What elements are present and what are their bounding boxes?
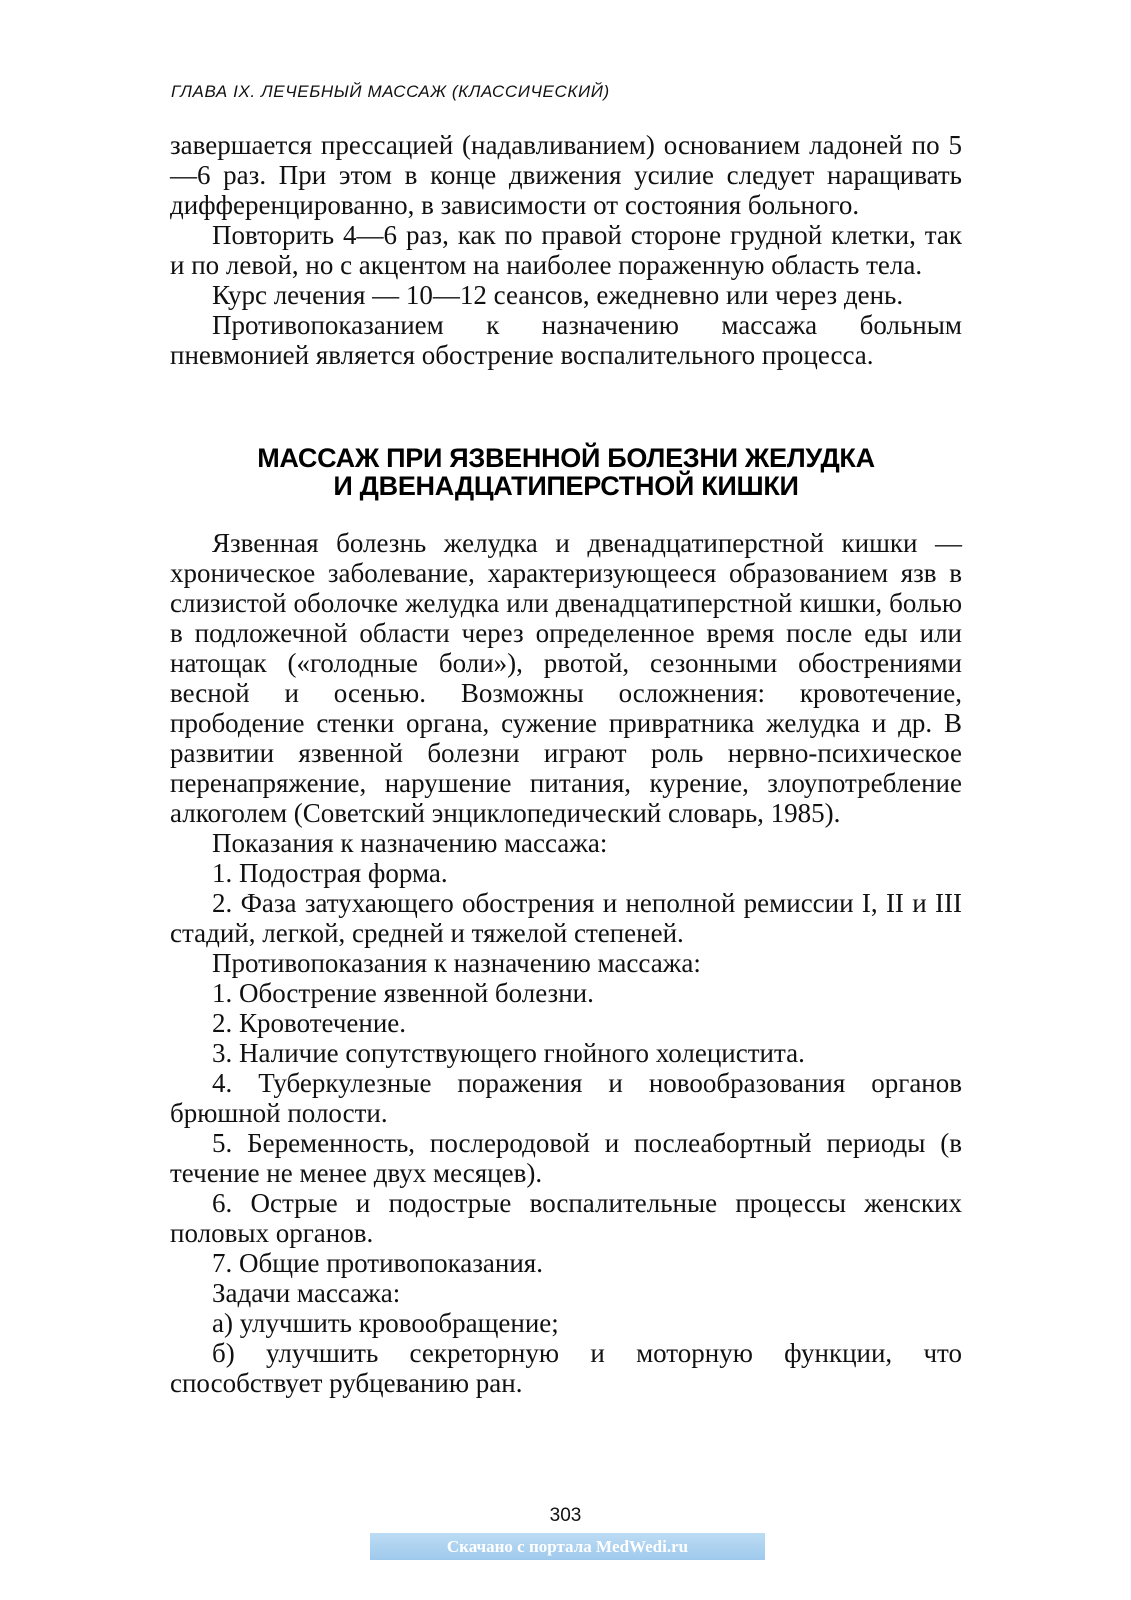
contraindications-item: 7. Общие противопоказания. — [212, 1248, 543, 1278]
contraindications-item: 1. Обострение язвенной болезни. — [212, 978, 594, 1008]
contraindications-item: 4. Туберкулезные поражения и новообразования органов брюшной полости. — [170, 1068, 962, 1128]
paragraph: завершается прессацией (надавливанием) основанием ладоней по 5—6 раз. При этом в конце движения усилие следует наращивать дифференцированно, в зависимости от состояния больного. — [170, 130, 962, 220]
contraindications-item: 2. Кровотечение. — [212, 1008, 407, 1038]
running-head: ГЛАВА IX. ЛЕЧЕБНЫЙ МАССАЖ (КЛАССИЧЕСКИЙ) — [171, 82, 610, 101]
contraindications-heading: Противопоказания к назначению массажа: — [212, 948, 701, 978]
indications-item: 2. Фаза затухающего обострения и неполной ремиссии I, II и III стадий, легкой, средней и тяжелой степеней. — [170, 888, 962, 948]
tasks-item: а) улучшить кровообращение; — [212, 1308, 559, 1338]
paragraph: Повторить 4—6 раз, как по правой стороне грудной клетки, так и по левой, но с акцентом на наиболее пораженную область тела. — [170, 220, 962, 280]
page-content — [170, 130, 962, 1398]
contraindications-item: 3. Наличие сопутствующего гнойного холецистита. — [212, 1038, 805, 1068]
indications-heading: Показания к назначению массажа: — [212, 828, 608, 858]
indications-item: 1. Подострая форма. — [212, 858, 448, 888]
contraindications-item: 5. Беременность, послеродовой и послеабортный периоды (в течение не менее двух месяцев). — [170, 1128, 962, 1188]
watermark-banner: Скачано с портала MedWedi.ru — [370, 1533, 765, 1560]
section-title-line: И ДВЕНАДЦАТИПЕРСТНОЙ КИШКИ — [333, 471, 799, 501]
intro-paragraph: Язвенная болезнь желудка и двенадцатиперстной кишки — хроническое заболевание, характеризующееся образованием язв в слизистой оболочке желудка или двенадцатиперстной кишки, болью в подложечной области через определенное время после еды или натощак («голодные боли»), рвотой, сезонными обострениями весной и осенью. Возможны осложнения: кровотечение, прободение стенки органа, сужение привратника желудка и др. В развитии язвенной болезни играют роль нервно-психическое перенапряжение, нарушение питания, курение, злоупотребление алкоголем (Советский энциклопедический словарь, 1985). — [170, 528, 962, 828]
page-number: 303 — [549, 1505, 582, 1526]
paragraph: Противопоказанием к назначению массажа больным пневмонией является обострение воспалительного процесса. — [170, 310, 962, 370]
paragraph: Курс лечения — 10—12 сеансов, ежедневно или через день. — [212, 280, 904, 310]
section-title-line: МАССАЖ ПРИ ЯЗВЕННОЙ БОЛЕЗНИ ЖЕЛУДКА — [257, 443, 875, 473]
section-title — [170, 444, 962, 500]
contraindications-item: 6. Острые и подострые воспалительные процессы женских половых органов. — [170, 1188, 962, 1248]
tasks-heading: Задачи массажа: — [212, 1278, 401, 1308]
tasks-item: б) улучшить секреторную и моторную функции, что способствует рубцеванию ран. — [170, 1338, 962, 1398]
